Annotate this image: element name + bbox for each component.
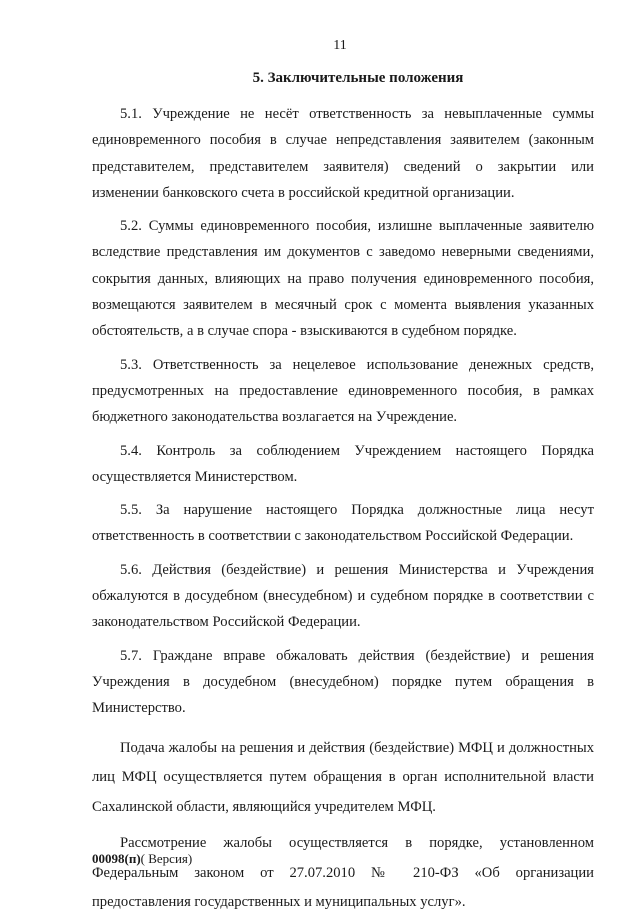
paragraph-5-6: 5.6. Действия (бездействие) и решения Министерства и Учреждения обжалуются в досудебном (внесудебном) и судебном порядке в соответствии с законодательством Российской Федерации. [92, 561, 594, 631]
paragraph-5-2: 5.2. Суммы единовременного пособия, излишне выплаченные заявителю вследствие представления им документов с заведомо неверными сведениями, сокрытия данных, влияющих на право получения единовременного пособия, возмещаются заявителем в месячный срок с момента выявления указанных обстоятельств, а в случае спора - взыскиваются в судебном порядке. [92, 218, 594, 340]
section-title: 5. Заключительные положения [252, 70, 464, 86]
paragraph-5-1: 5.1. Учреждение не несёт ответственность за невыплаченные суммы единовременного пособия в случае непредставления заявителем (законным представителем, представителем заявителя) сведений о закрытии или изменении банковского счета в российской кредитной организации. [92, 106, 594, 201]
footer [92, 851, 192, 867]
paragraph-5-3: 5.3. Ответственность за нецелевое использование денежных средств, предусмотренных на предоставление единовременного пособия, в рамках бюджетного законодательства возлагается на Учреждение. [92, 356, 594, 426]
document-body [92, 94, 594, 918]
footer-code: 00098(п) [92, 851, 141, 866]
paragraph-complaint-mfc: Подача жалобы на решения и действия (бездействие) МФЦ и должностных лиц МФЦ осуществляется путем обращения в орган исполнительной власти Сахалинской области, являющийся учредителем МФЦ. [92, 739, 594, 815]
paragraph-5-4: 5.4. Контроль за соблюдением Учреждением настоящего Порядка осуществляется Министерством. [92, 442, 594, 485]
footer-version: ( Версия) [140, 851, 193, 866]
paragraph-5-7: 5.7. Граждане вправе обжаловать действия (бездействие) и решения Учреждения в досудебном (внесудебном) порядке путем обращения в Министерство. [92, 647, 594, 717]
paragraph-complaint-review: Рассмотрение жалобы осуществляется в порядке, установленном Федеральным законом от 27.07.2010 № 210-ФЗ «Об организации предоставления государственных и муниципальных услуг». [92, 835, 594, 911]
paragraph-5-5: 5.5. За нарушение настоящего Порядка должностные лица несут ответственность в соответствии с законодательством Российской Федерации. [92, 502, 594, 545]
page-number: 11 [333, 38, 347, 53]
